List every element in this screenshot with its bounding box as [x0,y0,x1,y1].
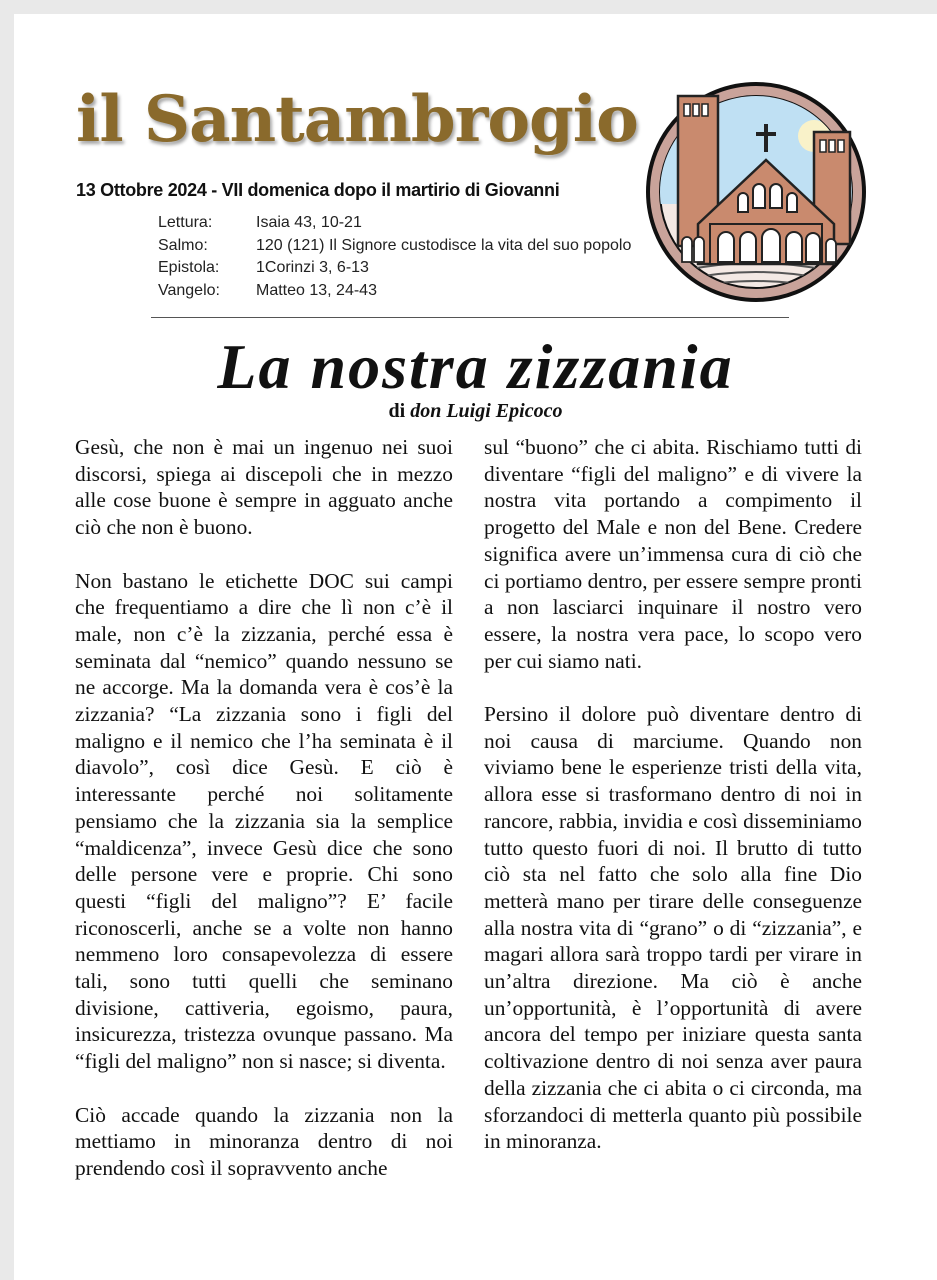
paragraph: Persino il dolore può diventare dentro di noi causa di marciume. Quando non viviamo bene le esperienze tristi della vita, allora esse si trasformano dentro di noi in rancore, rabbia, invidia e così disseminiamo tutto questo fuori di noi. Il brutto di tutto ciò sta nel fatto che solo alla fine Dio metterà mano per tirare delle conseguenze alla nostra vita di “grano” o di “zizzania”, e magari allora sarà troppo tardi per virare in un’altra direzione. Ma ciò è anche un’opportunità, è l’opportunità di avere ancora del tempo per iniziare questa santa coltivazione dentro di noi senza aver paura della zizzania che ci abita o ci circonda, ma sforzandoci di metterla quanto più possibile in minoranza. [484,702,862,1154]
paragraph: sul “buono” che ci abita. Rischiamo tutti di diventare “figli del maligno” e di vivere la nostra vita portando a compimento il progetto del Male e non del Bene. Credere significa avere un’immensa cura di ciò che ci portiamo dentro, per essere sempre pronti a non lasciarci inquinare il nostro vero essere, la nostra vera pace, lo scopo vero per cui siamo nati. [484,435,862,673]
paragraph: Non bastano le etichette DOC sui campi che frequentiamo a dire che lì non c’è il male, non c’è la zizzania, perché essa è seminata dal “nemico” quando nessuno se ne accorge. Ma la domanda vera è cos’è la zizzania? “La zizzania sono i figli del maligno e il nemico che l’ha seminata è il diavolo”, così dice Gesù. E ciò è interessante perché noi solitamente pensiamo che la zizzania sia la semplice “maldicenza”, invece Gesù dice che sono delle persone vere e proprie. Chi sono questi “figli del maligno”? E’ facile riconoscerli, anche se a volte non hanno nemmeno loro consapevolezza di essere tali, sono tutti quelli che seminano divisione, cattiveria, egoismo, paura, insicurezza, tristezza ovunque passano. Ma “figli del maligno” non si nasce; si diventa. [75,568,453,1074]
basilica-logo-icon [638,74,868,304]
byline-author: don Luigi Epicoco [410,400,563,422]
reading-row-epistola [158,257,631,280]
reading-value: Matteo 13, 24-43 [256,281,377,299]
article-column-left [75,434,453,1208]
bulletin-page [14,14,937,1280]
readings-list [158,212,631,302]
reading-value: 1Corinzi 3, 6-13 [256,259,369,276]
article-byline [14,400,937,423]
reading-row-salmo [158,235,631,258]
paragraph: Gesù, che non è mai un ingenuo nei suoi discorsi, spiega ai discepoli che in mezzo alle cose buone è sempre in agguato anche ciò che non è buono. [75,435,453,540]
dateline: 13 Ottobre 2024 - VII domenica dopo il martirio di Giovanni [76,180,560,200]
reading-value: 120 (121) Il Signore custodisce la vita del suo popolo [256,236,632,254]
byline-prefix: di [388,400,406,422]
header-divider [151,317,789,318]
reading-row-vangelo [158,280,631,303]
reading-label: Epistola: [158,259,220,276]
reading-label: Salmo: [158,236,208,254]
article-title: La nostra zizzania [217,331,734,402]
article-column-right [484,434,862,1182]
reading-row-lettura [158,212,631,235]
reading-value: Isaia 43, 10-21 [256,214,362,231]
reading-label: Lettura: [158,214,213,231]
paragraph: Ciò accade quando la zizzania non la mettiamo in minoranza dentro di noi prendendo così il sopravvento anche [75,1102,453,1180]
reading-label: Vangelo: [158,281,220,299]
masthead-title: il Santambrogio [76,82,638,157]
